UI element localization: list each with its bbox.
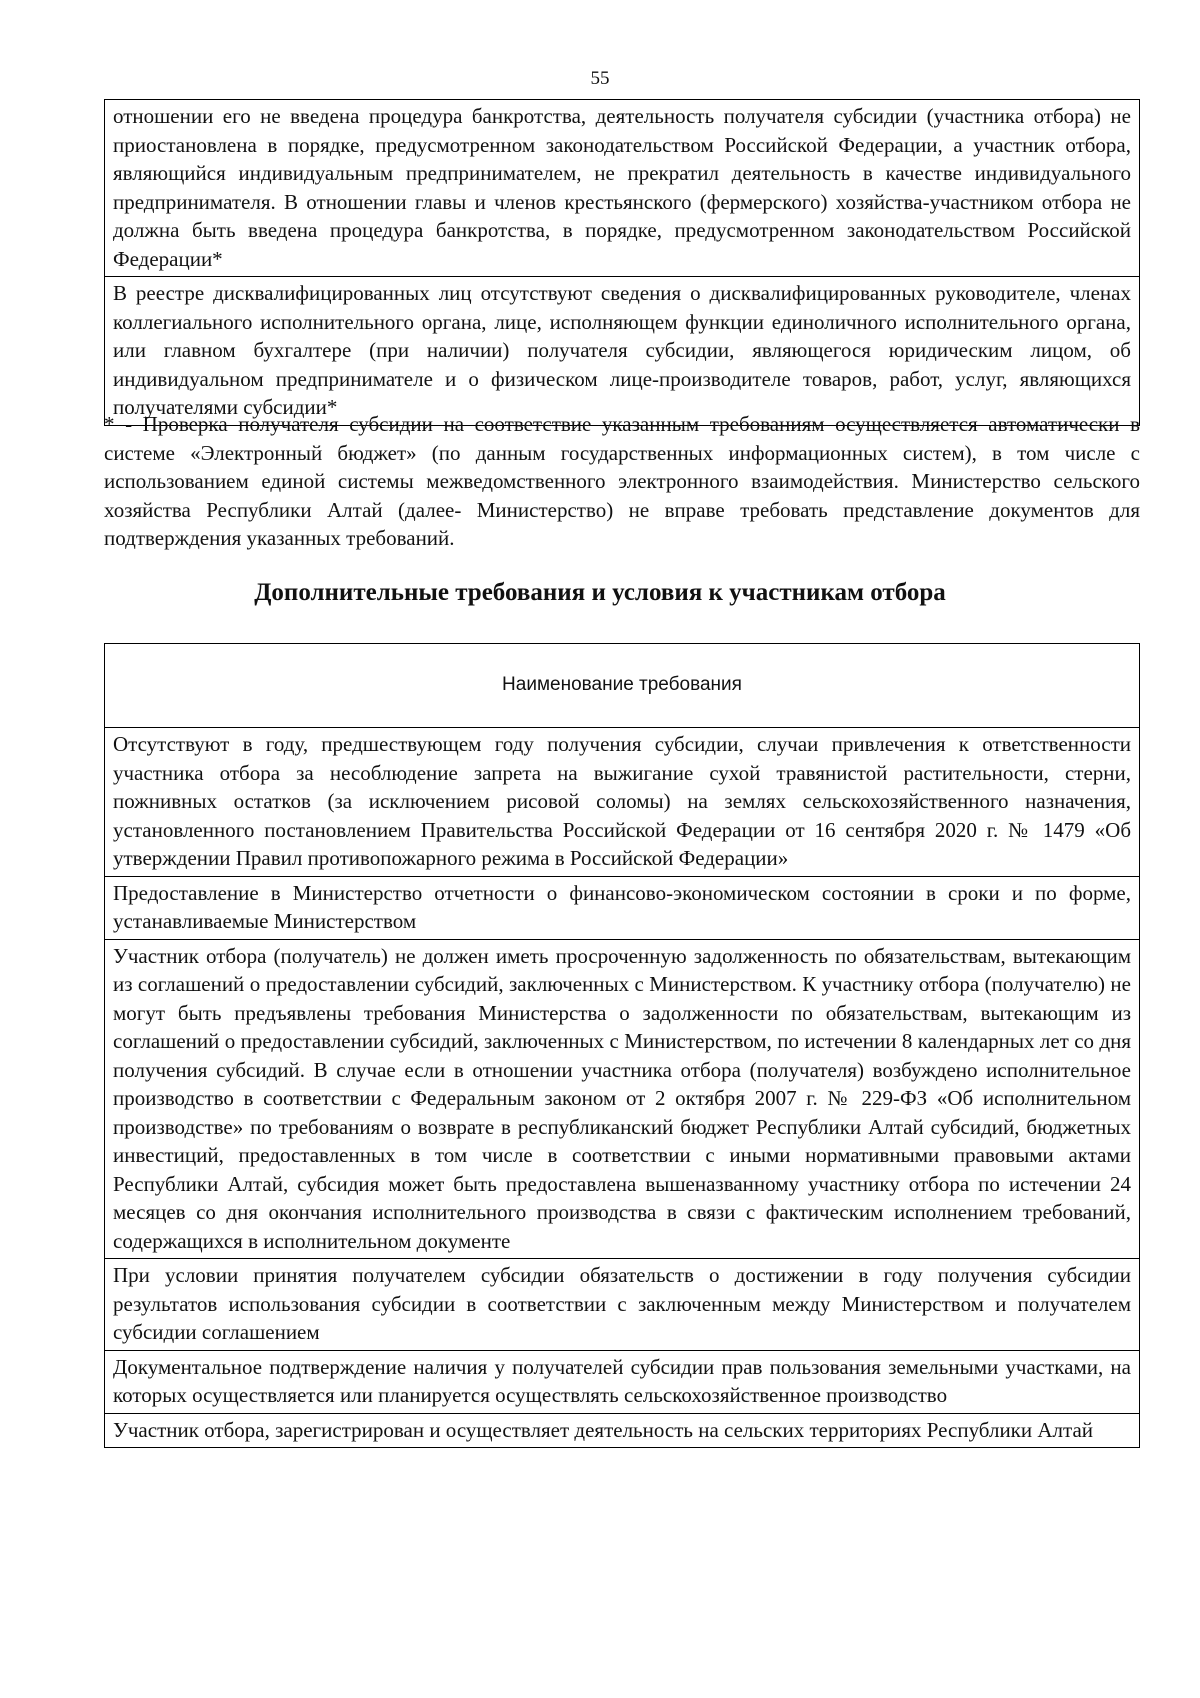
table-header-row [105, 644, 1140, 728]
table-row [105, 876, 1140, 939]
table-cell: Документальное подтверждение наличия у получателей субсидии прав пользования земельными участками, на которых осуществляется или планируется осуществлять сельскохозяйственное производство [105, 1350, 1140, 1413]
top-requirements-table [104, 99, 1140, 426]
table-row [105, 728, 1140, 877]
table-header-cell: Наименование требования [105, 644, 1140, 728]
table-cell: Участник отбора (получатель) не должен иметь просроченную задолженность по обязательствам, вытекающим из соглашений о предоставлении субсидий, заключенных с Министерством. К участнику отбора (получателю) не могут быть предъявлены требования Министерства о задолженности по обязательствам, вытекающим из соглашений о предоставлении субсидий, заключенных с Министерством, по истечении 8 календарных лет со дня получения субсидий. В случае если в отношении участника отбора (получателя) возбуждено исполнительное производство в соответствии с Федеральным законом от 2 октября 2007 г. № 229-ФЗ «Об исполнительном производстве» по требованиям о возврате в республиканский бюджет Республики Алтай субсидий, бюджетных инвестиций, предоставленных в том числе в соответствии с иными нормативными правовыми актами Республики Алтай, субсидия может быть предоставлена вышеназванному участнику отбора по истечении 24 месяцев со дня окончания исполнительного производства в связи с фактическим исполнением требований, содержащихся в исполнительном документе [105, 939, 1140, 1259]
table-row [105, 1259, 1140, 1351]
table-row [105, 1350, 1140, 1413]
table-cell: Отсутствуют в году, предшествующем году получения субсидии, случаи привлечения к ответственности участника отбора за несоблюдение запрета на выжигание сухой травянистой растительности, стерни, пожнивных остатков (за исключением рисовой соломы) на землях сельскохозяйственного назначения, установленного постановлением Правительства Российской Федерации от 16 сентября 2020 г. № 1479 «Об утверждении Правил противопожарного режима в Российской Федерации» [105, 728, 1140, 877]
requirements-table [104, 643, 1140, 1448]
table-row [105, 277, 1140, 426]
page-number: 55 [590, 68, 610, 89]
table-cell: Предоставление в Министерство отчетности о финансово-экономическом состоянии в сроки и по форме, устанавливаемые Министерством [105, 876, 1140, 939]
table-row [105, 939, 1140, 1259]
table-row [105, 1413, 1140, 1448]
section-heading: Дополнительные требования и условия к участникам отбора [254, 579, 946, 606]
table-cell: В реестре дисквалифицированных лиц отсутствуют сведения о дисквалифицированных руководителе, членах коллегиального исполнительного органа, лице, исполняющем функции единоличного исполнительного органа, или главном бухгалтере (при наличии) получателя субсидии, являющегося юридическим лицом, об индивидуальном предпринимателе и о физическом лице-производителе товаров, работ, услуг, являющихся получателями субсидии* [105, 277, 1140, 426]
table-cell: Участник отбора, зарегистрирован и осуществляет деятельность на сельских территориях Республики Алтай [105, 1413, 1140, 1448]
table-cell: При условии принятия получателем субсидии обязательств о достижении в году получения субсидии результатов использования субсидии в соответствии с заключенным между Министерством и получателем субсидии соглашением [105, 1259, 1140, 1351]
table-row [105, 100, 1140, 277]
table-cell: отношении его не введена процедура банкротства, деятельность получателя субсидии (участника отбора) не приостановлена в порядке, предусмотренном законодательством Российской Федерации, а участник отбора, являющийся индивидуальным предпринимателем, не прекратил деятельность в качестве индивидуального предпринимателя. В отношении главы и членов крестьянского (фермерского) хозяйства-участником отбора не должна быть введена процедура банкротства, в порядке, предусмотренном законодательством Российской Федерации* [105, 100, 1140, 277]
footnote: * - Проверка получателя субсидии на соответствие указанным требованиям осуществляется автоматически в системе «Электронный бюджет» (по данным государственных информационных систем), в том числе с использованием единой системы межведомственного электронного взаимодействия. Министерство сельского хозяйства Республики Алтай (далее- Министерство) не вправе требовать представление документов для подтверждения указанных требований. [104, 412, 1140, 550]
